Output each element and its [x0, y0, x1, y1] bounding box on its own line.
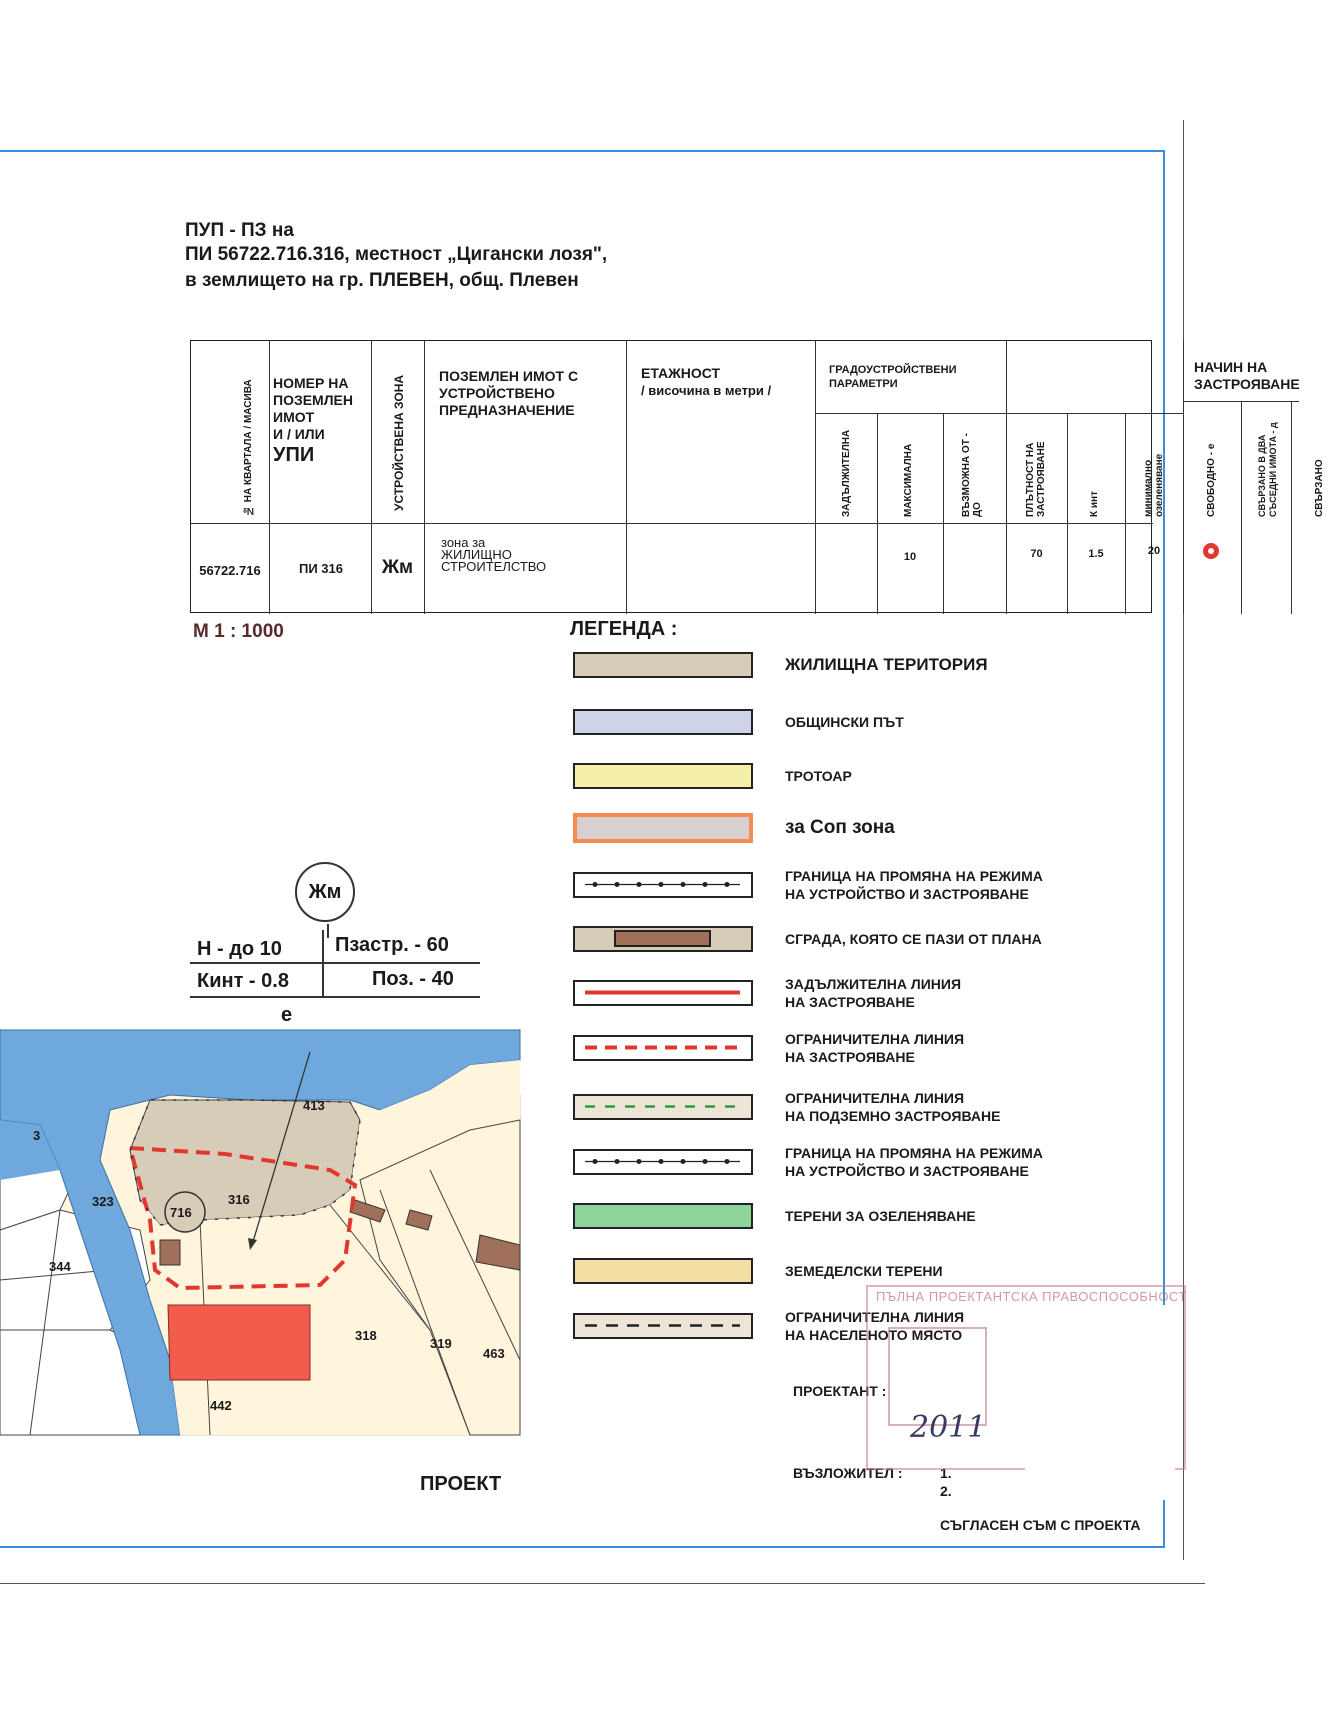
legend-swatch-13: [573, 1313, 753, 1339]
legend-label-2: ОБЩИНСКИ ПЪТ: [785, 714, 904, 730]
cell-zona: Жм: [381, 557, 414, 578]
legend-label-3: ТРОТОАР: [785, 768, 852, 784]
legend-label-7: ЗАДЪЛЖИТЕЛНА ЛИНИЯ НА ЗАСТРОЯВАНЕ: [785, 976, 962, 1010]
legend-label-4: за Соп зона: [785, 817, 895, 838]
frame-bottom: [0, 1546, 1165, 1548]
legend-label-10: ГРАНИЦА НА ПРОМЯНА НА РЕЖИМА НА УСТРОЙСТВО И ЗАСТРОЯВАНЕ: [785, 1145, 1043, 1179]
zone-kint-label: Кинт - 0.8: [197, 970, 289, 992]
legend-swatch-11: [573, 1203, 753, 1229]
sub-header-maksimalna: МАКСИМАЛНА: [903, 443, 914, 517]
outer-frame-bottom: [0, 1583, 1205, 1584]
sub-header-svobodno: СВОБОДНО - е: [1206, 443, 1217, 517]
parcel-label-463: 463: [483, 1346, 505, 1361]
parcel-label-344: 344: [49, 1259, 71, 1274]
legend-label-9: ОГРАНИЧИТЕЛНА ЛИНИЯ НА ПОДЗЕМНО ЗАСТРОЯВАНЕ: [785, 1090, 1001, 1124]
legend-label-8: ОГРАНИЧИТЕЛНА ЛИНИЯ НА ЗАСТРОЯВАНЕ: [785, 1031, 965, 1065]
legend-label-12: ЗЕМЕДЕЛСКИ ТЕРЕНИ: [785, 1263, 943, 1279]
zone-circle-label: Жм: [308, 881, 342, 903]
zone-poz-label: Поз. - 40: [372, 968, 454, 990]
parcel-label-413: 413: [303, 1098, 325, 1113]
scale-label: М 1 : 1000: [193, 621, 284, 642]
sub-header-svarzano: СВЪРЗАНО: [1314, 459, 1325, 517]
parameters-table: [190, 340, 1325, 613]
header-params: ГРАДОУСТРОЙСТВЕНИ ПАРАМЕТРИ: [829, 364, 957, 390]
header-etazhnost: ЕТАЖНОСТ / височина в метри /: [641, 365, 772, 398]
parcel-label-319: 319: [430, 1336, 452, 1351]
legend-swatch-5: [573, 872, 753, 898]
legend-label-6: СГРАДА, КОЯТО СЕ ПАЗИ ОТ ПЛАНА: [785, 931, 1042, 947]
cadastral-map: [0, 1030, 530, 1440]
cell-maks: 10: [903, 551, 917, 563]
proekt-label: ПРОЕКТ: [420, 1473, 502, 1495]
cell-kvartal: 56722.716: [199, 563, 261, 578]
parcel-label-442: 442: [210, 1398, 232, 1413]
title-line-1: ПУП - ПЗ на: [185, 220, 294, 241]
legend-swatch-6: [573, 926, 753, 952]
vazlozhitel-item-2: 2.: [940, 1483, 952, 1499]
legend-label-11: ТЕРЕНИ ЗА ОЗЕЛЕНЯВАНЕ: [785, 1208, 976, 1224]
vazlozhitel-item-1: 1.: [940, 1465, 952, 1481]
cell-ozel: 20: [1147, 545, 1161, 557]
svobodno-marker-icon: [1203, 543, 1219, 559]
legend-swatch-7: [573, 980, 753, 1006]
parcel-label-316: 316: [228, 1192, 250, 1207]
parcel-label-323: 323: [92, 1194, 114, 1209]
legend-swatch-3: [573, 763, 753, 789]
sub-header-dva-imota: СВЪРЗАНО В ДВА СЪСЕДНИ ИМОТА - д: [1257, 422, 1278, 517]
legend-swatch-2: [573, 709, 753, 735]
zone-mode-label: е: [281, 1004, 293, 1026]
legend-title: ЛЕГЕНДА :: [570, 618, 678, 640]
header-imot: ПОЗЕМЛЕН ИМОТ С УСТРОЙСТВЕНО ПРЕДНАЗНАЧЕНИЕ: [439, 368, 579, 418]
sub-header-ozel: минимално озеленяване: [1143, 453, 1165, 517]
legend-label-13: ОГРАНИЧИТЕЛНА ЛИНИЯ НА НАСЕЛЕНОТО МЯСТО: [785, 1309, 965, 1343]
legend-label-5: ГРАНИЦА НА ПРОМЯНА НА РЕЖИМА НА УСТРОЙСТВО И ЗАСТРОЯВАНЕ: [785, 868, 1043, 902]
title-line-2: ПИ 56722.716.316, местност „Цигански лозя",: [185, 244, 608, 265]
legend-swatch-4: [573, 813, 753, 843]
legend-swatch-8: [573, 1035, 753, 1061]
title-line-3: в землището на гр. ПЛЕВЕН, общ. Плевен: [185, 270, 579, 291]
zone-pz-label: Пзастр. - 60: [335, 934, 449, 956]
parcel-label-318: 318: [355, 1328, 377, 1343]
cell-imot: зона за ЖИЛИЩНО СТРОИТЕЛСТВО: [441, 535, 547, 574]
header-zona: УСТРОЙСТВЕНА ЗОНА: [392, 374, 406, 511]
stamp-text: ПЪЛНА ПРОЕКТАНТСКА ПРАВОСПОСОБНОСТ: [876, 1289, 1187, 1304]
sub-header-vazmozhna: ВЪЗМОЖНА ОТ - ДО: [961, 433, 983, 517]
legend-label-1: ЖИЛИЩНА ТЕРИТОРИЯ: [785, 655, 988, 674]
signature: 2011: [910, 1410, 987, 1445]
legend-swatch-10: [573, 1149, 753, 1175]
sub-header-plt: ПЛЪТНОСТ НА ЗАСТРОЯВАНЕ: [1025, 441, 1047, 517]
zone-circle: [295, 862, 355, 922]
cell-plt: 70: [1030, 548, 1043, 560]
cell-kint: 1.5: [1088, 548, 1104, 560]
saglasen-label: СЪГЛАСЕН СЪМ С ПРОЕКТА: [940, 1517, 1141, 1533]
cell-nomer: ПИ 316: [299, 561, 343, 576]
sub-header-kint: К инт: [1089, 491, 1100, 517]
frame-top: [0, 150, 1165, 152]
legend-swatch-1: [573, 652, 753, 678]
sub-header-zadalzhitelna: ЗАДЪЛЖИТЕЛНА: [841, 429, 852, 517]
header-kvartal: № НА КВАРТАЛА / МАСИВА: [243, 379, 254, 516]
header-nachin: НАЧИН НА ЗАСТРОЯВАНЕ: [1194, 359, 1300, 392]
parcel-label-716: 716: [170, 1205, 192, 1220]
legend-swatch-12: [573, 1258, 753, 1284]
redaction-box: [1025, 1305, 1175, 1500]
legend-swatch-9: [573, 1094, 753, 1120]
proektant-label: ПРОЕКТАНТ :: [793, 1383, 887, 1399]
parcel-label-3: 3: [33, 1128, 41, 1143]
zone-h-label: Н - до 10: [197, 938, 282, 960]
header-nomer: НОМЕР НА ПОЗЕМЛЕН ИМОТ И / ИЛИ УПИ: [273, 375, 353, 466]
vazlozhitel-label: ВЪЗЛОЖИТЕЛ :: [793, 1465, 903, 1481]
